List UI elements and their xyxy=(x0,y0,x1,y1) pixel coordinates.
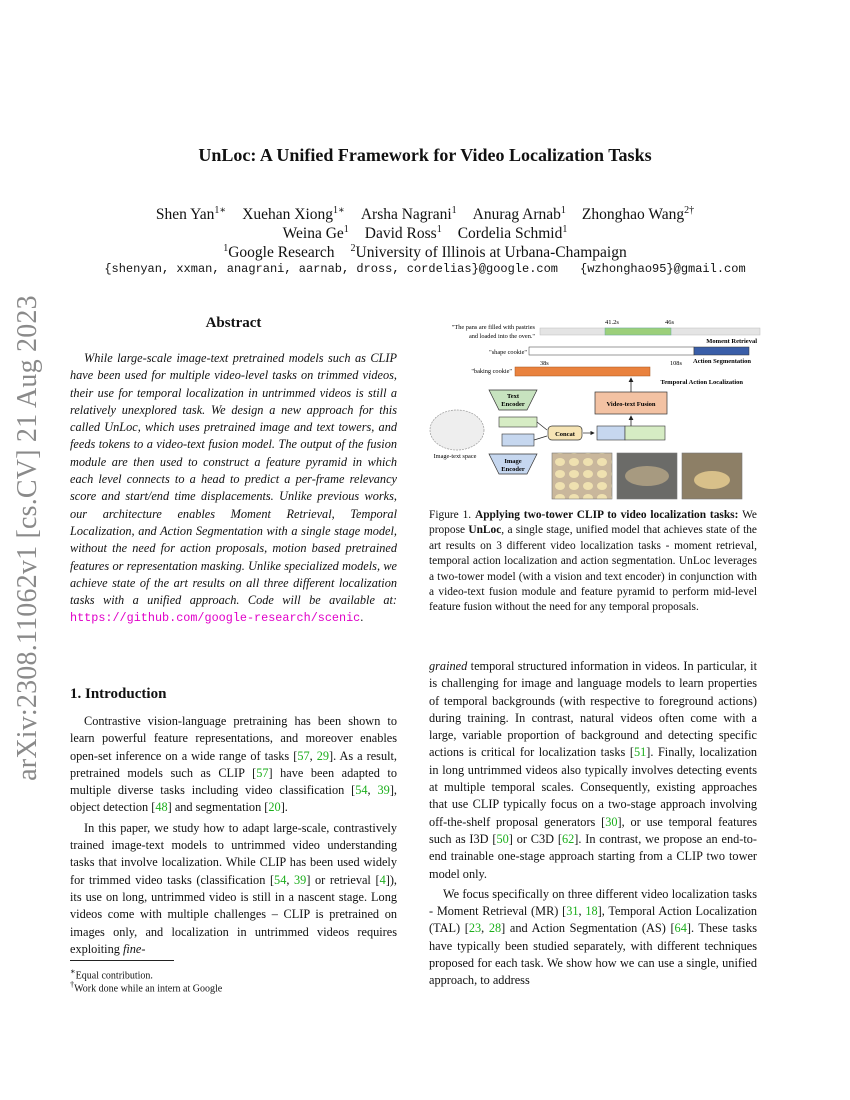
text-encoder-label-2: Encoder xyxy=(501,401,525,408)
citation-link[interactable]: 30 xyxy=(605,814,618,829)
citation-link[interactable]: 62 xyxy=(561,831,575,846)
intro-paragraph-3: grained temporal structured information in videos. In particular, it is challenging for image and language models to learn properties of temporal backgrounds (with respective to foreground actions) during training. In contrast, natural videos often come with a large, variable proportion of background and detecting specific actions is critical for localization tasks [51]. Finally, localization in long untrimmed videos also typically involves detecting events at multiple temporal scales. Consequently, existing approaches that use CLIP typically focus on a two-stage approach involving off-the-shelf proposal generators [30], or use temporal features such as I3D [50] or C3D [62]. In contrast, we propose an end-to-end trainable one-stage approach starting from a CLIP two tower model only. xyxy=(429,659,758,881)
intro-paragraph-1: Contrastive vision-language pretraining has been shown to learn powerful feature representations, and moreover enables open-set inference on a wide range of tasks [57, 29]. As a result, pretrained models such as CLIP [57] have been adapted to multiple diverse tasks including video classification [54, 39], object detection [48] and segmentation [20]. xyxy=(70,714,397,815)
citation-link[interactable]: 39 xyxy=(294,872,307,887)
citation-link[interactable]: 39 xyxy=(377,783,390,798)
author-emails xyxy=(0,262,850,276)
image-text-space-cloud xyxy=(430,410,484,450)
temporal-action-localization-bar xyxy=(515,367,650,376)
intro-paragraph-2: In this paper, we study how to adapt large-scale, contrastively trained image-text models to untrimmed video understanding tasks that involve localization. While CLIP has been used widely for trimmed video tasks (classification [54, 39] or retrieval [4]), its use on long, untrimmed video is still in a nascent stage. Long videos come with multiple challenges – CLIP is pretrained on images only, and localization in untrimmed videos requires exploiting fine- xyxy=(70,820,397,956)
citation-link[interactable]: 57 xyxy=(256,765,269,780)
citation-link[interactable]: 48 xyxy=(155,800,168,815)
citation-link[interactable]: 28 xyxy=(488,921,502,936)
author-name: David Ross$^1$ xyxy=(364,224,442,243)
footnote-rule xyxy=(70,960,174,961)
shape-cookie-label: "shape cookie" xyxy=(489,349,527,356)
image-tokens xyxy=(502,434,534,446)
time-label-108s: 108s xyxy=(670,360,682,367)
affiliation: $^2$University of Illinois at Urbana-Champaign xyxy=(350,243,627,262)
video-text-fusion-label: Video-text Fusion xyxy=(606,401,656,408)
footnote-intern: †Work done while an intern at Google xyxy=(70,980,223,995)
author-name: Zhonghao Wang$^{2\dagger}$ xyxy=(581,205,695,224)
footnote-equal-contribution: ∗Equal contribution. xyxy=(70,967,153,982)
time-label-41s: 41.2s xyxy=(605,319,619,326)
citation-link[interactable]: 18 xyxy=(585,904,598,919)
email-google: {shenyan, xxman, anagrani, aarnab, dross, cordelias}@google.com xyxy=(104,262,559,276)
concat-label: Concat xyxy=(555,431,575,438)
author-name: Weina Ge$^1$ xyxy=(282,224,349,243)
image-encoder-label-2: Encoder xyxy=(501,466,525,473)
citation-link[interactable]: 51 xyxy=(633,745,647,760)
citation-link[interactable]: 4 xyxy=(379,872,386,887)
author-name: Anurag Arnab$^1$ xyxy=(472,205,566,224)
intro-right-column xyxy=(429,658,757,990)
moment-retrieval-bar xyxy=(540,328,760,335)
intro-heading: 1. Introduction xyxy=(70,686,167,702)
code-link[interactable]: https://github.com/google-research/scenic xyxy=(70,611,361,626)
abstract-body: While large-scale image-text pretrained models such as CLIP have been used for multiple video-level tasks on trimmed videos, their use for temporal localization in untrimmed videos is still a relatively unexplored task. We design a new approach for this called UnLoc, which uses pretrained image and text towers, and feeds tokens to a video-text fusion model. The output of the fusion module are then used to construct a feature pyramid in which each level connects to a head to predict a per-frame relevancy score and start/end time displacements. Unlike previous works, our architecture enables Moment Retrieval, Temporal Localization, and Action Segmentation with a single stage model, without the need for action proposals, motion based pretrained features or representation masking. Unlike specialized models, we achieve state of the art results on all three different localization tasks with a unified approach. Code will be available at: https://github.com/google-research/scenic. xyxy=(70,351,397,626)
temporal-action-localization-label: Temporal Action Localization xyxy=(660,379,743,386)
citation-link[interactable]: 29 xyxy=(316,748,329,763)
affiliations xyxy=(0,238,850,263)
query-text-line-2: and loaded into the oven." xyxy=(468,333,535,340)
citation-link[interactable]: 57 xyxy=(297,748,310,763)
citation-link[interactable]: 54 xyxy=(274,872,287,887)
figure-1-caption: Figure 1. Applying two-tower CLIP to video localization tasks: We propose UnLoc, a single stage, unified model that achieves state of the art results on 3 different video localization tasks - moment retrieval, temporal action localization and action segmentation. UnLoc leverages a two-tower model (with a vision and text encoder) in conjunction with a video-text fusion module and feature pyramid to perform mid-level feature fusion without the need for any temporal proposals. xyxy=(429,509,757,614)
intro-left-column xyxy=(70,713,397,958)
baking-cookie-label: "baking cookie" xyxy=(471,368,512,375)
citation-link[interactable]: 23 xyxy=(468,921,482,936)
citation-link[interactable]: 50 xyxy=(496,831,509,846)
time-label-46s: 46s xyxy=(665,319,675,326)
affiliation: $^1$Google Research xyxy=(223,243,335,262)
author-name: Cordelia Schmid$^1$ xyxy=(457,224,568,243)
intro-paragraph-4: We focus specifically on three different video localization tasks - Moment Retrieval (MR) [31, 18], Temporal Action Localization (TAL) [23, 28] and Action Segmentation (AS) [64]. These tasks have typically been studied separately, with different techniques proposed for each task. We show how we can use a single, unified approach, to address xyxy=(429,886,757,988)
paper-title: UnLoc: A Unified Framework for Video Localization Tasks xyxy=(198,145,652,165)
abstract-text: While large-scale image-text pretrained models such as CLIP have been used for multiple video-level tasks on trimmed videos, their use for temporal localization in untrimmed videos is still a relatively unexplored task. We design a new approach for this called UnLoc, which uses pretrained image and text towers, and feeds tokens to a video-text fusion model. The output of the fusion module are then used to construct a feature pyramid in which each level connects to a head to predict a per-frame relevancy score and start/end time displacements. Unlike previous works, our architecture enables Moment Retrieval, Temporal Localization, and Action Segmentation with a single stage model, without the need for action proposals, motion based pretrained features or representation masking. Unlike specialized models, we achieve state of the art results on all three different localization tasks with a unified approach. Code will be available at: xyxy=(70,351,397,608)
time-label-38s: 38s xyxy=(540,360,549,367)
email-gmail: {wzhonghao95}@gmail.com xyxy=(580,262,746,276)
image-text-space-label: Image-text space xyxy=(433,453,477,460)
action-segmentation-bar xyxy=(529,347,749,355)
citation-link[interactable]: 64 xyxy=(674,921,687,936)
citation-link[interactable]: 54 xyxy=(355,783,368,798)
citation-link[interactable]: 31 xyxy=(566,904,579,919)
figure-1-diagram xyxy=(427,312,762,502)
author-name: Shen Yan$^{1∗}$ xyxy=(155,205,227,224)
video-frames xyxy=(552,453,742,499)
author-name: Arsha Nagrani$^1$ xyxy=(360,205,457,224)
image-encoder-label-1: Image xyxy=(504,458,522,465)
text-encoder-label-1: Text xyxy=(506,393,520,400)
citation-link[interactable]: 20 xyxy=(268,800,281,815)
query-text-line-1: "The pans are filled with pastries xyxy=(451,324,535,331)
author-name: Xuehan Xiong$^{1∗}$ xyxy=(242,205,345,224)
moment-retrieval-label: Moment Retrieval xyxy=(706,338,757,345)
arxiv-identifier: arXiv:2308.11062v1 [cs.CV] 21 Aug 2023 xyxy=(12,295,43,781)
action-segmentation-label: Action Segmentation xyxy=(693,358,751,365)
fused-tokens xyxy=(597,426,665,440)
abstract-heading: Abstract xyxy=(205,315,262,331)
text-tokens xyxy=(499,417,537,427)
